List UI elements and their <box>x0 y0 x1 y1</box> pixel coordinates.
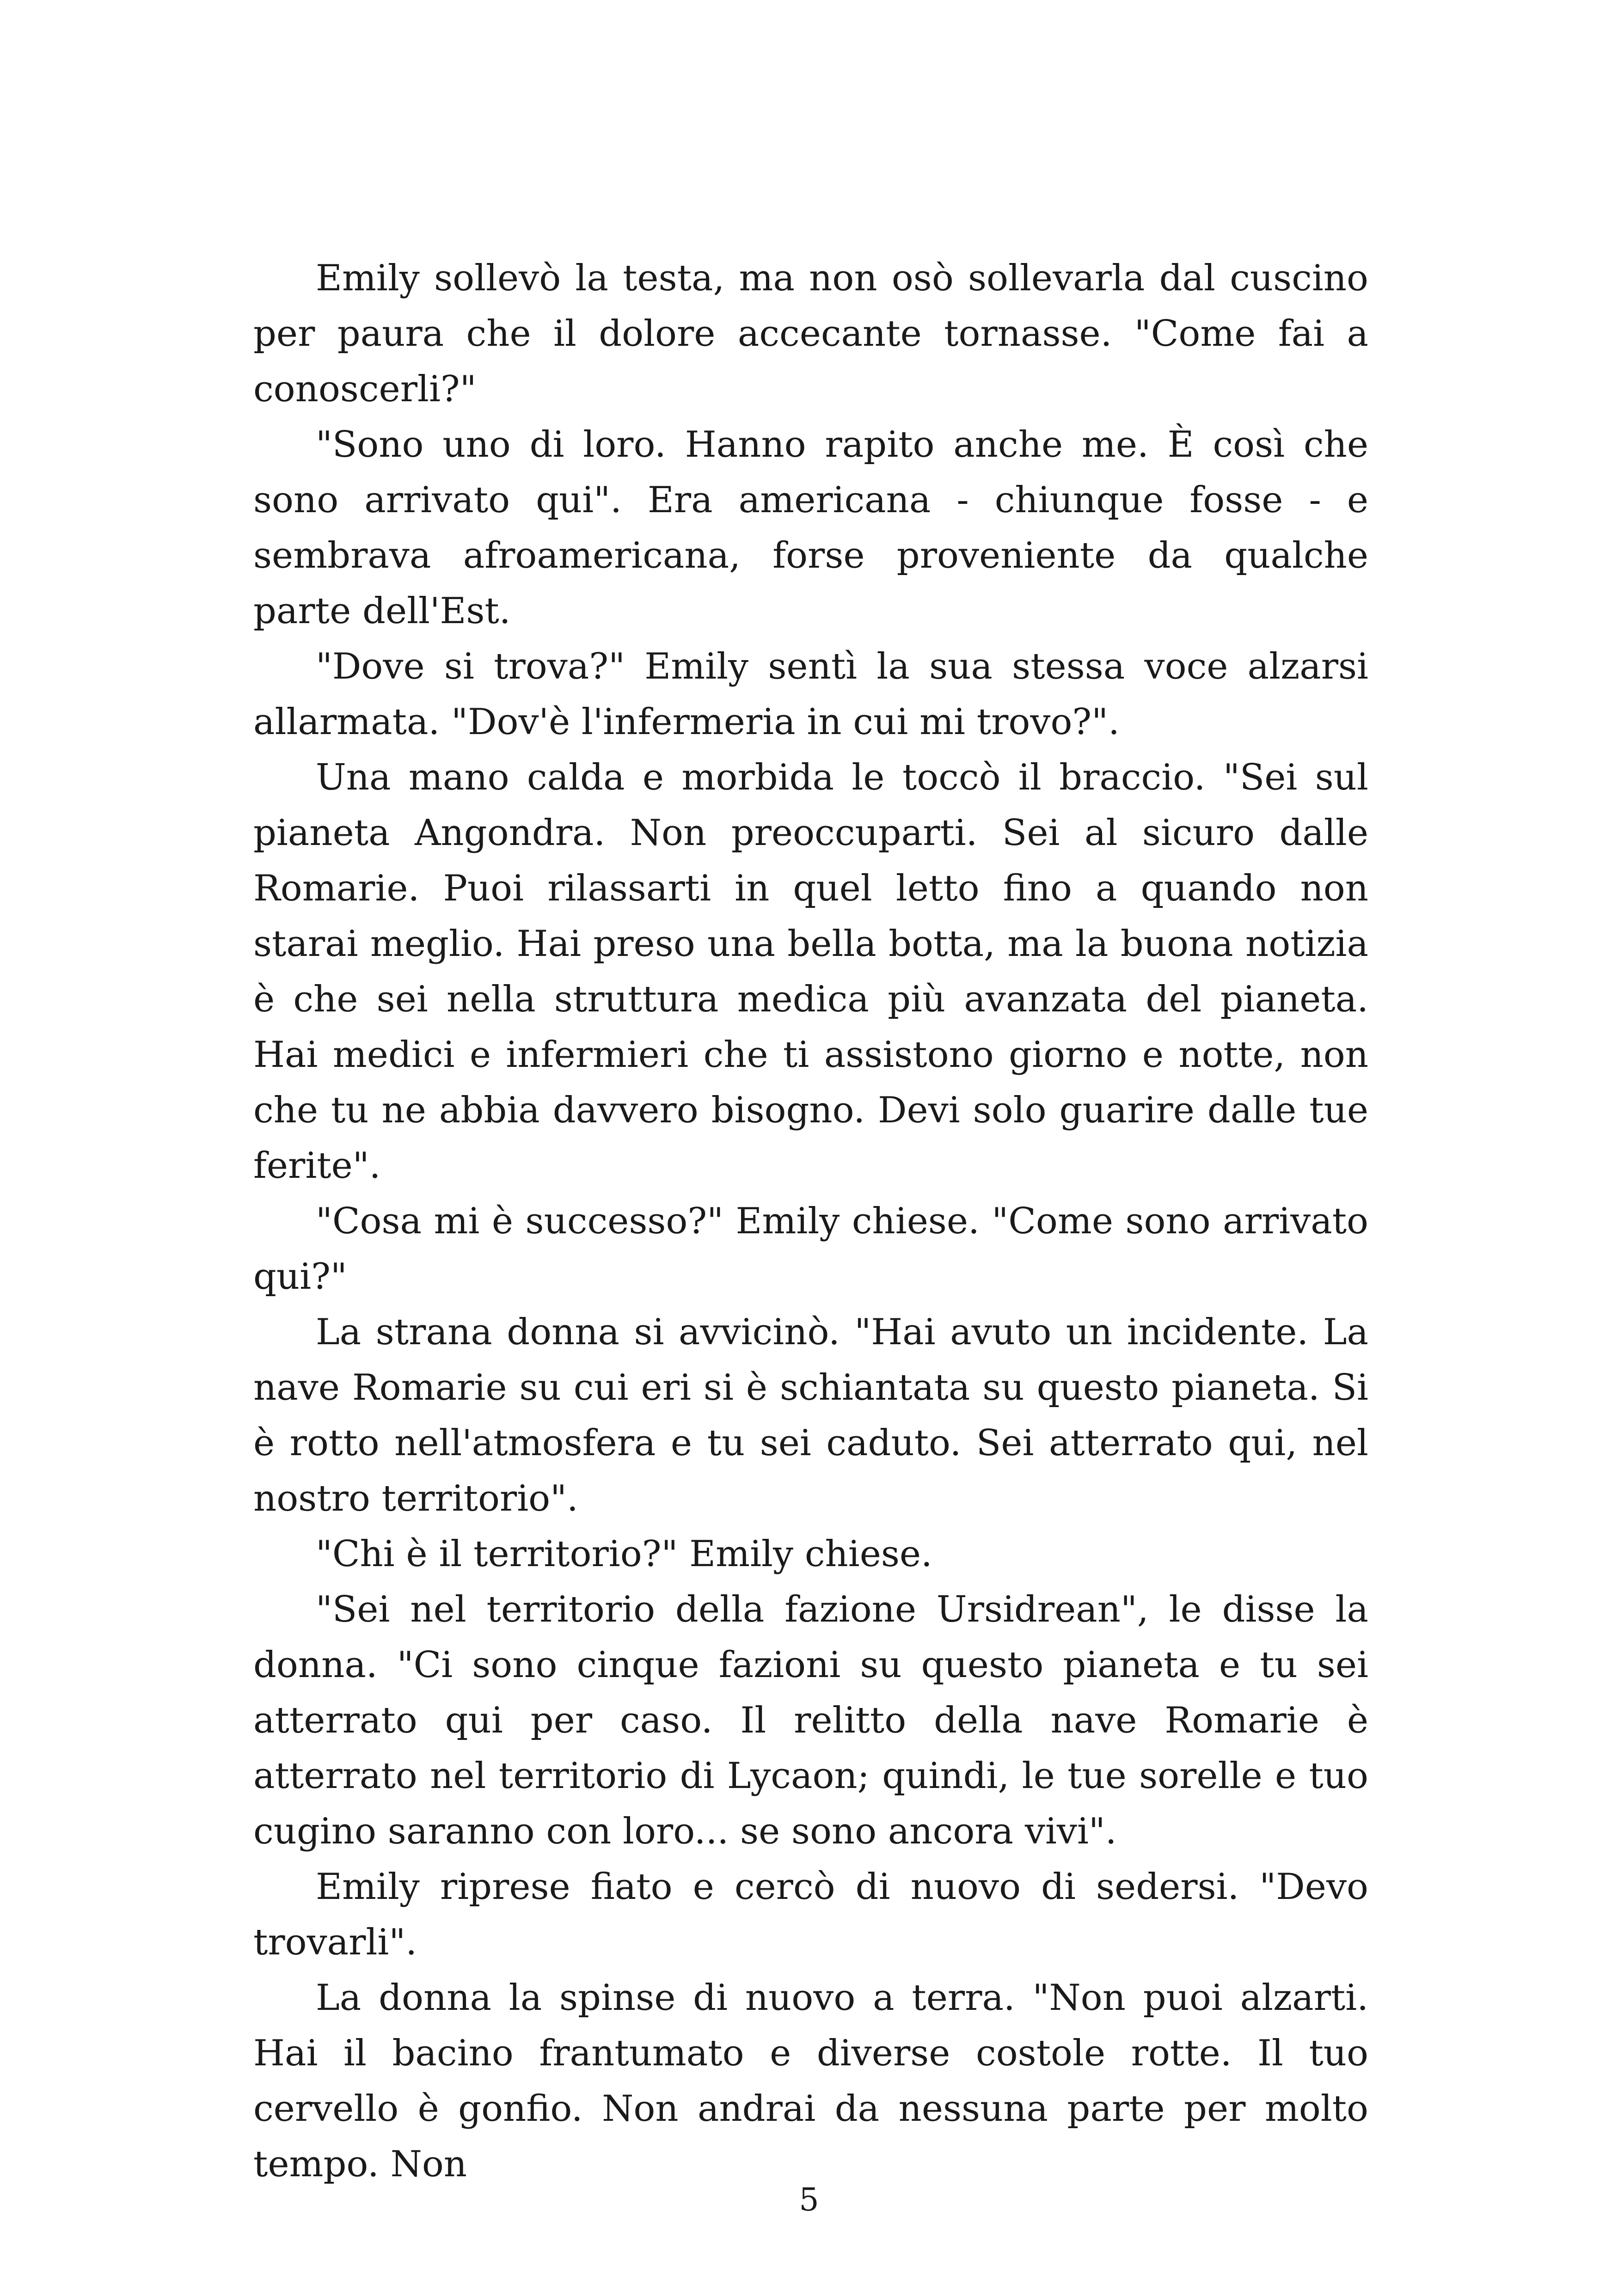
paragraph-4: Una mano calda e morbida le toccò il braccio. "Sei sul pianeta Angondra. Non preoccuparti. Sei al sicuro dalle Romarie. Puoi rilassarti in quel letto fino a quando non starai meglio. Hai preso una bella botta, ma la buona notizia è che sei nella struttura medica più avanzata del pianeta. Hai medici e infermieri che ti assistono giorno e notte, non che tu ne abbia davvero bisogno. Devi solo guarire dalle tue ferite". <box>253 757 1368 1187</box>
paragraph-1: Emily sollevò la testa, ma non osò sollevarla dal cuscino per paura che il dolore accecante tornasse. "Come fai a conoscerli?" <box>253 257 1368 410</box>
paragraph-8: "Sei nel territorio della fazione Ursidrean", le disse la donna. "Ci sono cinque fazioni su questo pianeta e tu sei atterrato qui per caso. Il relitto della nave Romarie è atterrato nel territorio di Lycaon; quindi, le tue sorelle e tuo cugino saranno con loro... se sono ancora vivi". <box>253 1589 1368 1852</box>
paragraph-10: La donna la spinse di nuovo a terra. "Non puoi alzarti. Hai il bacino frantumato e diverse costole rotte. Il tuo cervello è gonfio. Non andrai da nessuna parte per molto tempo. Non <box>253 1977 1368 2185</box>
body-text <box>253 251 1368 2192</box>
paragraph-9: Emily riprese fiato e cercò di nuovo di sedersi. "Devo trovarli". <box>253 1866 1368 1963</box>
paragraph-7: "Chi è il territorio?" Emily chiese. <box>316 1533 932 1575</box>
paragraph-6: La strana donna si avvicinò. "Hai avuto un incidente. La nave Romarie su cui eri si è schiantata su questo pianeta. Si è rotto nell'atmosfera e tu sei caduto. Sei atterrato qui, nel nostro territorio". <box>253 1311 1368 1519</box>
paragraph-2: "Sono uno di loro. Hanno rapito anche me. È così che sono arrivato qui". Era americana - chiunque fosse - e sembrava afroamericana, forse proveniente da qualche parte dell'Est. <box>253 424 1368 632</box>
paragraph-3: "Dove si trova?" Emily sentì la sua stessa voce alzarsi allarmata. "Dov'è l'infermeria in cui mi trovo?". <box>253 646 1368 743</box>
paragraph-5: "Cosa mi è successo?" Emily chiese. "Come sono arrivato qui?" <box>253 1200 1368 1298</box>
page-number: 5 <box>799 2182 819 2218</box>
